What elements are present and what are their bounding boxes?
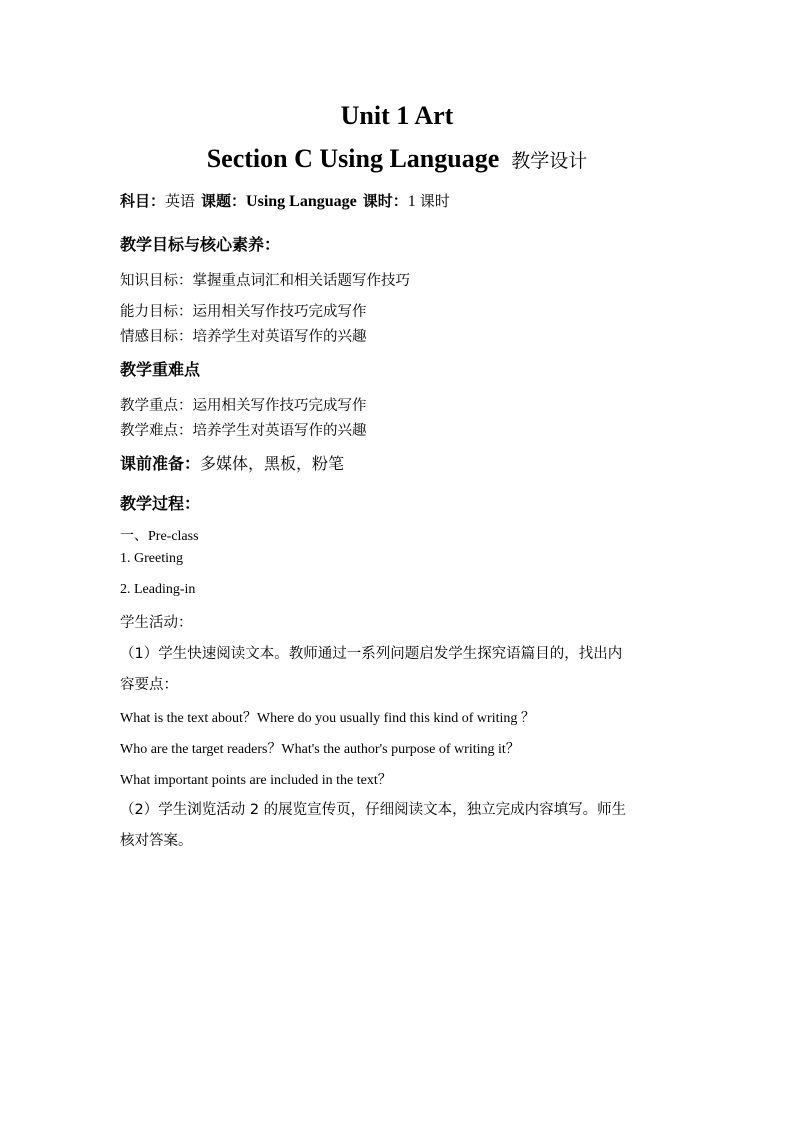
question-3: What important points are included in the text？ [120, 773, 392, 788]
period-unit: 课时 [419, 192, 450, 210]
preparation-line [120, 451, 344, 474]
topic-value: Using Language [246, 193, 357, 210]
subject-label: 科目： [120, 192, 166, 210]
subtitle-section: Section C Using Language [206, 144, 500, 173]
objective-knowledge: 知识目标：掌握重点词汇和相关话题写作技巧 [120, 273, 410, 289]
activity1-line2: 容要点： [120, 677, 178, 693]
document-subtitle [0, 144, 794, 174]
preparation-value: 多媒体，黑板，粉笔 [200, 454, 345, 473]
objective-ability: 能力目标：运用相关写作技巧完成写作 [120, 304, 367, 320]
activity2-line1: （2）学生浏览活动 2 的展览宣传页，仔细阅读文本，独立完成内容填写。师生 [120, 802, 627, 818]
key-point-difficulty: 教学难点：培养学生对英语写作的兴趣 [120, 423, 367, 439]
subject-value: 英语 [165, 192, 196, 210]
period-number: 1 [407, 193, 416, 210]
objective-emotion: 情感目标：培养学生对英语写作的兴趣 [120, 329, 367, 345]
key-point-focus: 教学重点：运用相关写作技巧完成写作 [120, 398, 367, 414]
activity-label: 学生活动： [120, 615, 193, 631]
process-heading: 教学过程： [120, 494, 201, 513]
meta-line [120, 190, 450, 211]
document-title [0, 101, 794, 131]
preparation-label: 课前准备： [120, 454, 201, 473]
activity1-line1: （1）学生快速阅读文本。教师通过一系列问题启发学生探究语篇目的，找出内 [120, 646, 623, 662]
subtitle-cn: 教学设计 [511, 150, 588, 172]
process-section: 一、Pre-class [120, 529, 199, 544]
question-2: Who are the target readers？What's the author's purpose of writing it？ [120, 742, 520, 757]
step-greeting: 1. Greeting [120, 551, 183, 566]
title-unit: Unit 1 Art [340, 101, 454, 130]
period-label: 课时： [362, 192, 408, 210]
key-points-heading: 教学重难点 [120, 360, 201, 379]
step-leading-in: 2. Leading-in [120, 582, 196, 597]
activity2-line2: 核对答案。 [120, 833, 193, 849]
question-1: What is the text about？Where do you usually find this kind of writing ？ [120, 711, 535, 726]
objectives-heading: 教学目标与核心素养： [120, 235, 281, 254]
topic-label: 课题： [201, 192, 247, 210]
